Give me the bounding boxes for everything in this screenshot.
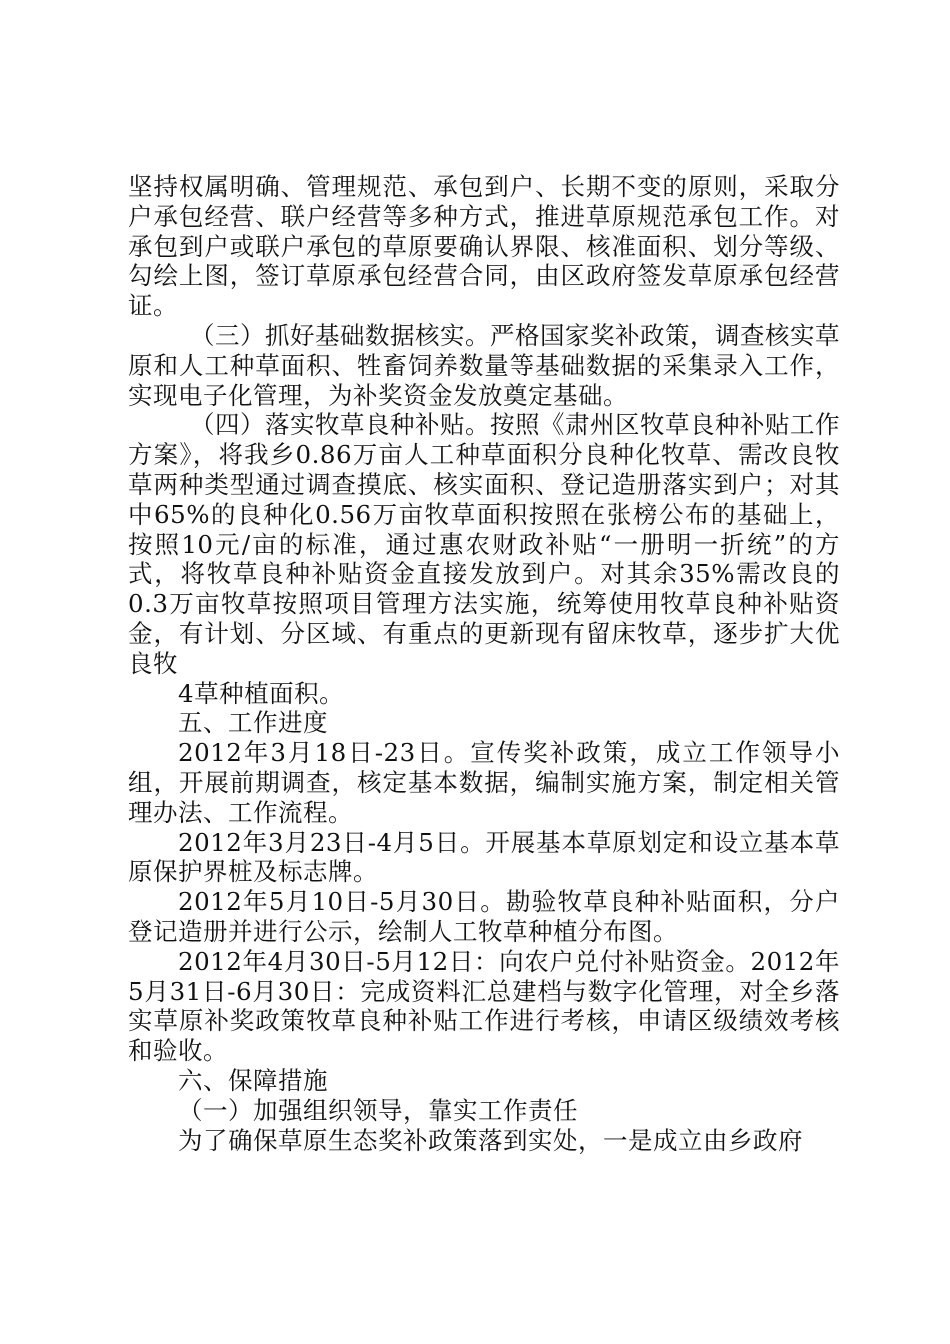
paragraph-progress-march-23: 2012年3月23日-4月5日。开展基本草原划定和设立基本草原保护界桩及标志牌。 xyxy=(128,827,840,887)
paragraph-section-3-data-verification: （三）抓好基础数据核实。严格国家奖补政策，调查核实草原和人工种草面积、牲畜饲养数量等基础数据的采集录入工作，实现电子化管理，为补奖资金发放奠定基础。 xyxy=(128,320,840,410)
paragraph-planting-area: 4草种植面积。 xyxy=(178,678,345,708)
paragraph-section-4-seed-subsidy: （四）落实牧草良种补贴。按照《肃州区牧草良种补贴工作方案》，将我乡0.86万亩人工种草面积分良种化牧草、需改良牧草两种类型通过调查摸底、核实面积、登记造册落实到户；对其中65%的良种化0.56万亩牧草面积按照在张榜公布的基础上，按照10元/亩的标准，通过惠农财政补贴“一册明一折统”的方式，将牧草良种补贴资金直接发放到户。对其余35%需改良的0.3万亩牧草按照项目管理方法实施，统筹使用牧草良种补贴资金，有计划、分区域、有重点的更新现有留床牧草，逐步扩大优良牧 xyxy=(128,410,840,678)
document-body xyxy=(128,172,840,1155)
paragraph-progress-march-18: 2012年3月18日-23日。宣传奖补政策，成立工作领导小组，开展前期调查，核定基本数据，编制实施方案，制定相关管理办法、工作流程。 xyxy=(128,738,840,827)
subheading-organization-leadership: （一）加强组织领导，靠实工作责任 xyxy=(178,1095,578,1125)
paragraph-ensure-policy: 为了确保草原生态奖补政策落到实处，一是成立由乡政府 xyxy=(178,1125,803,1155)
heading-safeguard-measures: 六、保障措施 xyxy=(178,1065,328,1095)
paragraph-progress-may-10: 2012年5月10日-5月30日。勘验牧草良种补贴面积，分户登记造册并进行公示，绘制人工牧草种植分布图。 xyxy=(128,887,840,946)
paragraph-progress-april-30: 2012年4月30日-5月12日：向农户兑付补贴资金。2012年5月31日-6月30日：完成资料汇总建档与数字化管理，对全乡落实草原补奖政策牧草良种补贴工作进行考核，申请区级绩效考核和验收。 xyxy=(128,946,840,1066)
heading-work-progress: 五、工作进度 xyxy=(178,708,328,738)
paragraph-contract-principles: 坚持权属明确、管理规范、承包到户、长期不变的原则，采取分户承包经营、联户经营等多种方式，推进草原规范承包工作。对承包到户或联户承包的草原要确认界限、核准面积、划分等级、勾绘上图，签订草原承包经营合同，由区政府签发草原承包经营证。 xyxy=(128,172,840,321)
